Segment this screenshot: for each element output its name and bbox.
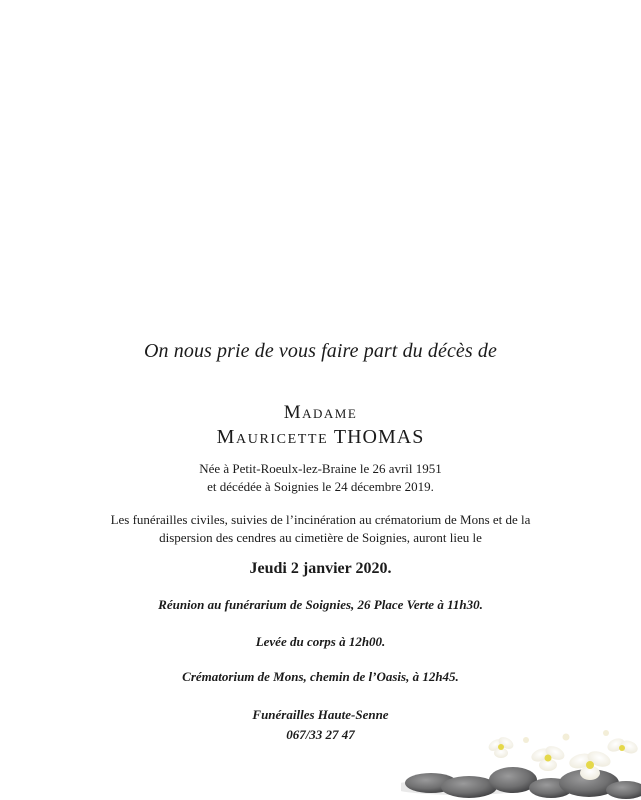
reunion-event: Réunion au funérarium de Soignies, 26 Place Verte à 11h30. bbox=[158, 597, 483, 612]
funeral-home-name: Funérailles Haute-Senne bbox=[252, 707, 389, 722]
levee-event: Levée du corps à 12h00. bbox=[255, 634, 386, 649]
stones-and-orchids-icon bbox=[401, 725, 641, 800]
death-line: et décédée à Soignies le 24 décembre 2019. bbox=[207, 479, 434, 494]
family-name: THOMAS bbox=[333, 426, 425, 448]
funeral-home-phone: 067/33 27 47 bbox=[286, 727, 355, 742]
intro-text: On nous prie de vous faire part du décès de bbox=[144, 340, 497, 362]
birth-line: Née à Petit-Roeulx-lez-Braine le 26 avril 1951 bbox=[199, 461, 442, 476]
honorific: Madame bbox=[283, 402, 358, 423]
ceremony-text-line-2: dispersion des cendres au cimetière de Soignies, auront lieu le bbox=[159, 530, 482, 545]
ceremony-date: Jeudi 2 janvier 2020. bbox=[249, 560, 392, 577]
given-name: Mauricette bbox=[216, 426, 329, 448]
crematorium-event: Crématorium de Mons, chemin de l’Oasis, à 12h45. bbox=[182, 669, 459, 684]
deceased-name bbox=[0, 426, 641, 449]
ceremony-text-line-1: Les funérailles civiles, suivies de l’incinération au crématorium de Mons et de la bbox=[110, 512, 531, 527]
